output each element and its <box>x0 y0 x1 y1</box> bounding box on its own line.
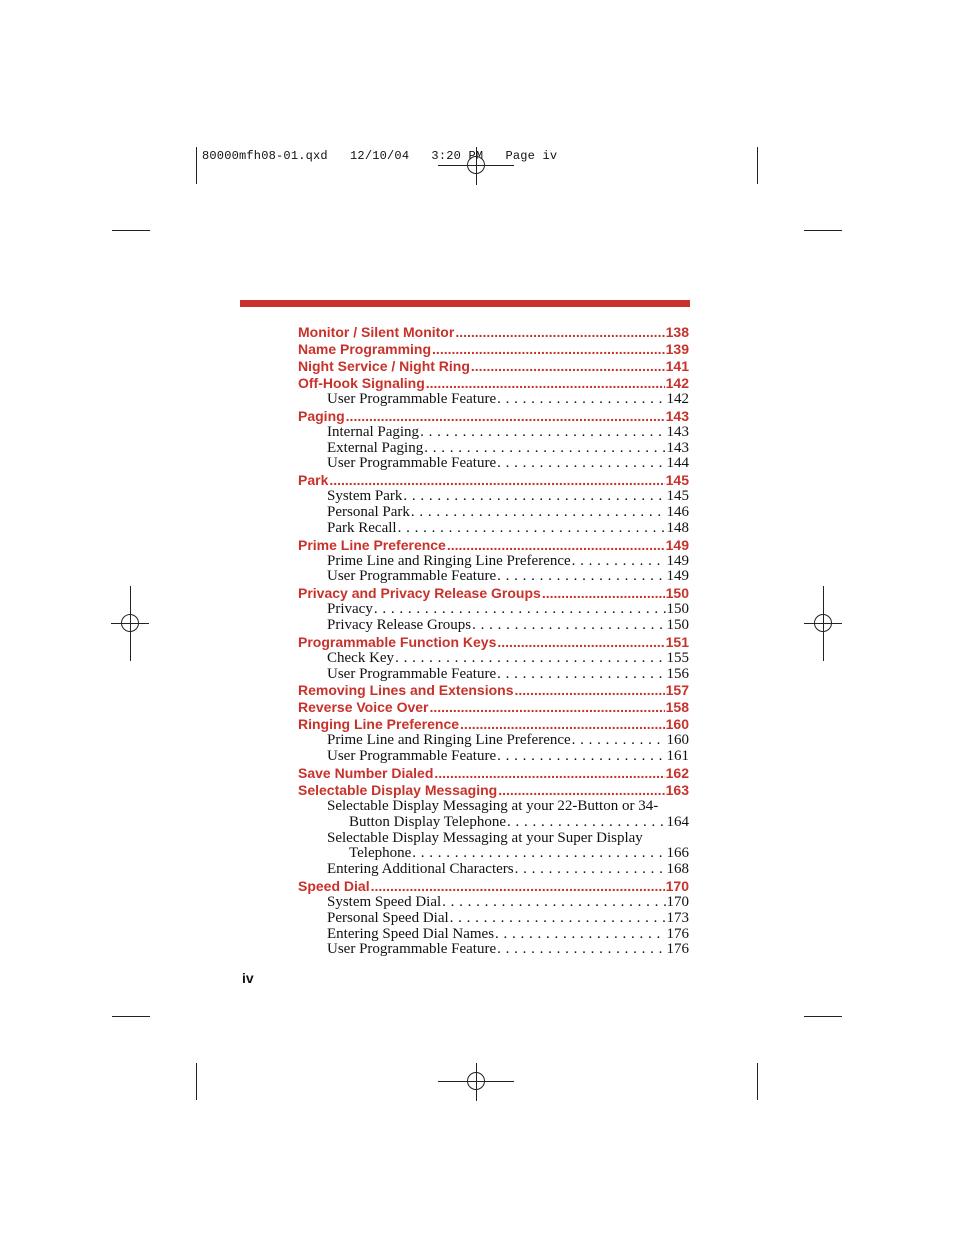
toc-page: 168 <box>666 861 689 878</box>
toc-leader <box>498 782 664 799</box>
toc-page: 149 <box>665 536 689 553</box>
toc-page: 143 <box>665 407 689 424</box>
toc-title: Park Recall <box>327 519 397 536</box>
toc-subentry <box>298 651 689 667</box>
toc-title: Button Display Telephone <box>349 813 506 830</box>
toc-subentry <box>298 927 689 943</box>
toc-heading <box>298 765 689 782</box>
toc-leader <box>432 341 665 358</box>
toc-title: Park <box>298 472 329 489</box>
toc-page: 149 <box>666 568 689 585</box>
toc-page: 148 <box>666 519 689 536</box>
toc-heading <box>298 585 689 602</box>
toc-title: Programmable Function Keys <box>298 633 497 650</box>
toc-title: Personal Park <box>327 503 410 520</box>
toc-leader <box>420 425 665 441</box>
toc-heading <box>298 699 689 716</box>
header-rule <box>240 300 690 307</box>
toc-leader <box>411 505 666 521</box>
toc-leader <box>471 358 665 375</box>
toc-page: 161 <box>666 748 689 765</box>
toc-title: Telephone <box>349 845 412 862</box>
toc-title: Privacy and Privacy Release Groups <box>298 585 541 602</box>
toc-title: Selectable Display Messaging at your Super Display <box>327 829 643 846</box>
toc-heading <box>298 878 689 895</box>
toc-heading <box>298 408 689 425</box>
toc-page: 158 <box>665 699 689 716</box>
toc-subentry <box>298 425 689 441</box>
toc-subentry <box>298 733 689 749</box>
toc-leader <box>374 602 666 618</box>
toc-leader <box>497 667 665 683</box>
file-slug: 80000mfh08-01.qxd 12/10/04 3:20 PM Page iv <box>202 149 558 163</box>
toc-title: User Programmable Feature <box>327 568 497 585</box>
toc-heading <box>298 358 689 375</box>
toc-leader <box>497 942 665 958</box>
toc-page: 138 <box>665 324 689 340</box>
toc-title: Night Service / Night Ring <box>298 358 470 374</box>
toc-heading <box>298 537 689 554</box>
toc-subentry <box>298 618 689 634</box>
toc-subentry <box>298 942 689 958</box>
toc-title: Personal Speed Dial <box>327 909 449 926</box>
toc-title: Ringing Line Preference <box>298 716 460 733</box>
toc-heading <box>298 375 689 392</box>
toc-title: Save Number Dialed <box>298 764 434 781</box>
toc-subentry <box>298 441 689 457</box>
toc-page: 163 <box>665 781 689 798</box>
toc-title: Off-Hook Signaling <box>298 375 425 391</box>
toc-title: User Programmable Feature <box>327 455 497 472</box>
toc-title: Monitor / Silent Monitor <box>298 324 455 340</box>
toc-leader <box>472 618 665 634</box>
toc-page: 166 <box>666 845 689 862</box>
toc-leader <box>460 716 665 733</box>
toc-page: 157 <box>665 682 689 699</box>
toc-subentry <box>298 489 689 505</box>
toc-title: Internal Paging <box>327 423 420 440</box>
toc-page: 150 <box>665 585 689 602</box>
toc-heading <box>298 716 689 733</box>
toc-title: Speed Dial <box>298 877 370 894</box>
toc-subentry <box>298 895 689 911</box>
toc-subentry <box>298 749 689 765</box>
toc-leader <box>395 651 665 667</box>
toc-title: Removing Lines and Extensions <box>298 682 514 699</box>
toc-page: 150 <box>666 616 689 633</box>
toc-page: 150 <box>666 601 689 618</box>
toc-subentry-continued <box>298 846 689 862</box>
toc-leader <box>398 521 666 537</box>
toc-leader <box>450 911 666 927</box>
toc-page: 139 <box>665 341 689 357</box>
toc-heading <box>298 682 689 699</box>
toc-heading <box>298 782 689 799</box>
toc-leader <box>426 375 665 392</box>
toc-page: 164 <box>666 813 689 830</box>
toc-subentry <box>298 521 689 537</box>
toc-leader <box>434 765 664 782</box>
toc-page: 149 <box>666 552 689 569</box>
toc-title: Reverse Voice Over <box>298 699 429 716</box>
toc-page: 155 <box>666 649 689 666</box>
toc-leader <box>515 862 666 878</box>
toc-subentry <box>298 799 689 815</box>
toc-leader <box>497 456 665 472</box>
toc-leader <box>442 895 665 911</box>
toc-page: 151 <box>665 633 689 650</box>
toc-title: Privacy <box>327 601 373 618</box>
toc-page: 176 <box>666 941 689 958</box>
toc-page: 146 <box>666 503 689 520</box>
toc-leader <box>542 585 665 602</box>
toc-title: Prime Line and Ringing Line Preference <box>327 732 571 749</box>
toc-leader <box>403 489 665 505</box>
toc-leader <box>495 927 665 943</box>
toc-leader <box>497 392 665 408</box>
toc-leader <box>424 441 665 457</box>
toc-title: Selectable Display Messaging <box>298 781 498 798</box>
toc-leader <box>572 554 666 570</box>
toc-subentry <box>298 602 689 618</box>
toc-leader <box>497 634 664 651</box>
toc-page: 176 <box>666 925 689 942</box>
toc-title: User Programmable Feature <box>327 748 497 765</box>
toc-page: 143 <box>666 439 689 456</box>
toc-page: 160 <box>666 732 689 749</box>
toc-subentry <box>298 554 689 570</box>
toc-subentry <box>298 569 689 585</box>
toc-subentry-continued <box>298 815 689 831</box>
toc-leader <box>497 569 665 585</box>
toc-page: 170 <box>665 877 689 894</box>
toc-leader <box>430 699 665 716</box>
toc-title: Prime Line Preference <box>298 536 446 553</box>
toc-title: Privacy Release Groups <box>327 616 472 633</box>
toc-leader <box>329 472 664 489</box>
toc-title: Paging <box>298 407 345 424</box>
toc-page: 156 <box>666 665 689 682</box>
toc-page: 145 <box>666 488 689 505</box>
toc-page: 144 <box>666 455 689 472</box>
toc-leader <box>412 846 665 862</box>
toc-subentry <box>298 505 689 521</box>
toc-subentry <box>298 911 689 927</box>
page-number: iv <box>242 970 254 986</box>
toc-page: 142 <box>665 375 689 391</box>
toc-title: System Speed Dial <box>327 893 442 910</box>
toc-title: User Programmable Feature <box>327 665 497 682</box>
toc-subentry <box>298 831 689 847</box>
toc-title: User Programmable Feature <box>327 391 497 407</box>
toc-page: 160 <box>665 716 689 733</box>
toc-leader <box>447 537 665 554</box>
toc-page: 170 <box>666 893 689 910</box>
toc-title: Entering Additional Characters <box>327 861 514 878</box>
toc-page: 162 <box>665 764 689 781</box>
toc-subentry <box>298 456 689 472</box>
toc-heading <box>298 634 689 651</box>
toc-page: 173 <box>666 909 689 926</box>
toc-leader <box>455 324 664 341</box>
toc-title: Prime Line and Ringing Line Preference <box>327 552 571 569</box>
toc-title: System Park <box>327 488 403 505</box>
toc-page: 142 <box>666 391 689 407</box>
table-of-contents <box>298 324 689 958</box>
toc-leader <box>371 878 665 895</box>
toc-heading <box>298 472 689 489</box>
toc-title: Selectable Display Messaging at your 22-Button or 34- <box>327 797 659 814</box>
toc-leader <box>572 733 666 749</box>
toc-heading <box>298 324 689 341</box>
toc-leader <box>497 749 665 765</box>
toc-leader <box>346 408 665 425</box>
toc-title: Check Key <box>327 649 395 666</box>
toc-leader <box>515 682 665 699</box>
toc-heading <box>298 341 689 358</box>
toc-leader <box>507 815 666 831</box>
toc-title: User Programmable Feature <box>327 941 497 958</box>
toc-subentry <box>298 392 689 408</box>
toc-title: External Paging <box>327 439 424 456</box>
toc-page: 145 <box>665 472 689 489</box>
toc-page: 143 <box>666 423 689 440</box>
toc-title: Entering Speed Dial Names <box>327 925 495 942</box>
toc-page: 141 <box>665 358 689 374</box>
toc-subentry <box>298 667 689 683</box>
toc-title: Name Programming <box>298 341 432 357</box>
toc-subentry <box>298 862 689 878</box>
